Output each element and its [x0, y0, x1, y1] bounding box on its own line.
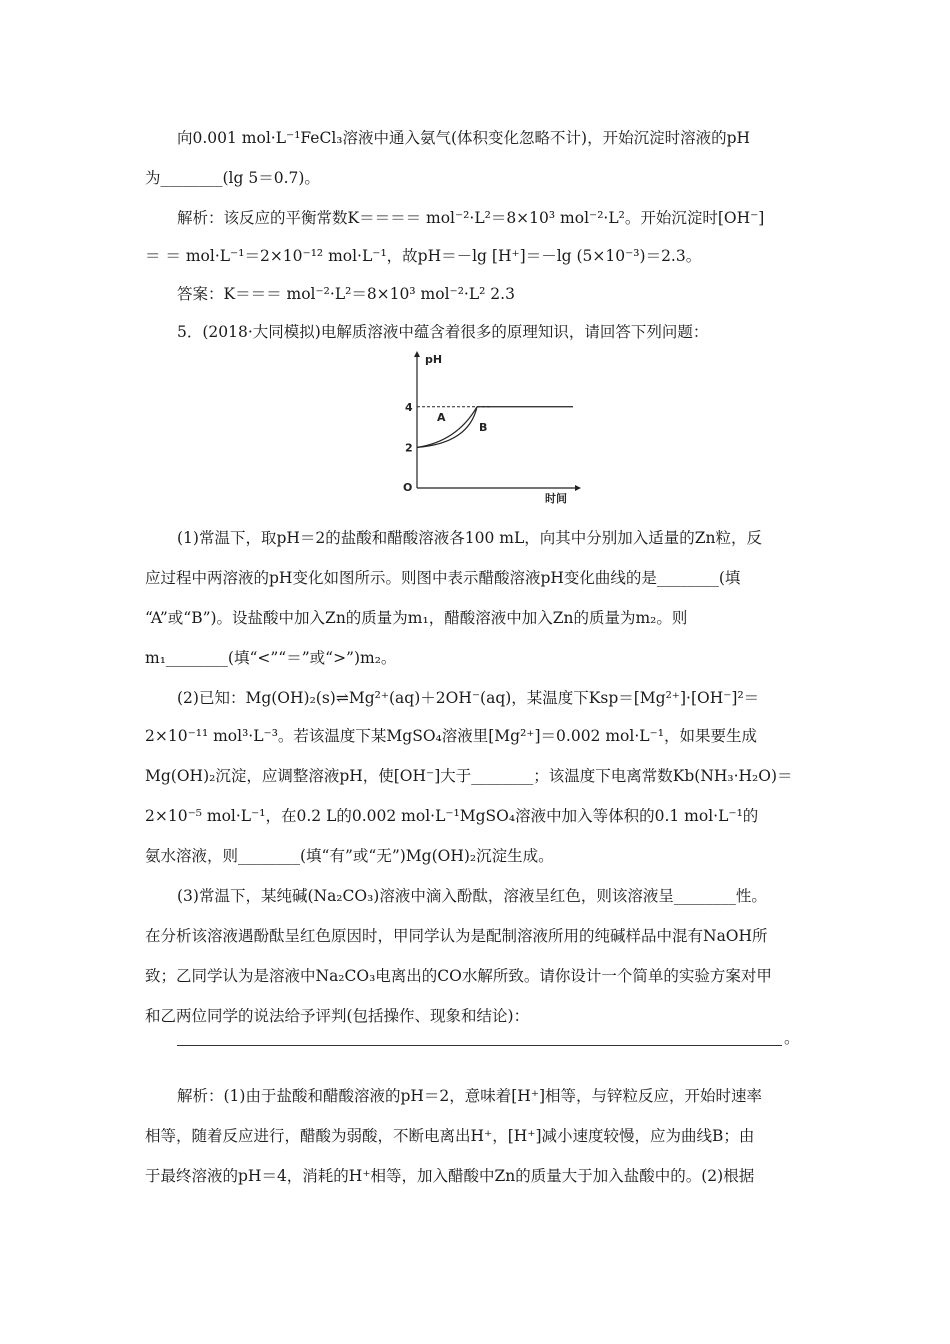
- y-axis-arrow: [414, 351, 420, 357]
- curve-b: [417, 407, 477, 448]
- paragraph-line: Mg(OH)₂沉淀，应调整溶液pH，使[OH⁻]大于________；该温度下电离常数Kb(NH₃·H₂O)＝: [145, 767, 793, 785]
- paragraph-line: (3)常温下，某纯碱(Na₂CO₃)溶液中滴入酚酞，溶液呈红色，则该溶液呈________性。: [177, 887, 767, 905]
- analysis-line: 于最终溶液的pH＝4，消耗的H⁺相等，加入醋酸中Zn的质量大于加入盐酸中的。(2)根据: [145, 1167, 755, 1185]
- answer-blank-end: 。: [784, 1029, 800, 1047]
- paragraph-line: m₁________(填“<”“＝”或“>”)m₂。: [145, 649, 397, 667]
- paragraph-line: “A”或“B”)。设盐酸中加入Zn的质量为m₁，醋酸溶液中加入Zn的质量为m₂。则: [145, 609, 688, 627]
- paragraph-line: 2×10⁻⁵ mol·L⁻¹，在0.2 L的0.002 mol·L⁻¹MgSO₄溶液中加入等体积的0.1 mol·L⁻¹的: [145, 807, 759, 825]
- origin-label: O: [403, 481, 413, 494]
- paragraph-line: 2×10⁻¹¹ mol³·L⁻³。若该温度下某MgSO₄溶液里[Mg²⁺]＝0.002 mol·L⁻¹，如果要生成: [145, 727, 757, 745]
- paragraph-line: 氨水溶液，则________(填“有”或“无”)Mg(OH)₂沉淀生成。: [145, 847, 554, 865]
- analysis-line: 解析：该反应的平衡常数K＝＝＝＝ mol⁻²·L²＝8×10³ mol⁻²·L²。开始沉淀时[OH⁻]: [177, 209, 765, 227]
- question-title: 5．(2018·大同模拟)电解质溶液中蕴含着很多的原理知识，请回答下列问题：: [177, 323, 709, 341]
- paragraph-line: 为________(lg 5＝0.7)。: [145, 169, 320, 187]
- paragraph-line: (2)已知：Mg(OH)₂(s)⇌Mg²⁺(aq)＋2OH⁻(aq)，某温度下Ksp＝[Mg²⁺]·[OH⁻]²＝: [177, 689, 760, 707]
- paragraph-line: (1)常温下，取pH＝2的盐酸和醋酸溶液各100 mL，向其中分别加入适量的Zn粒，反: [177, 529, 763, 547]
- y-tick-label: 2: [405, 441, 413, 455]
- y-tick-label: 4: [405, 400, 413, 414]
- analysis-line: ＝ ＝ mol·L⁻¹＝2×10⁻¹² mol·L⁻¹，故pH＝－lg [H⁺]＝－lg (5×10⁻³)＝2.3。: [145, 247, 702, 265]
- y-axis-label: pH: [425, 353, 443, 366]
- ph-time-chart: [395, 345, 585, 510]
- analysis-line: 相等，随着反应进行，醋酸为弱酸，不断电离出H⁺，[H⁺]减小速度较慢，应为曲线B；由: [145, 1127, 755, 1145]
- analysis-line: 解析：(1)由于盐酸和醋酸溶液的pH＝2，意味着[H⁺]相等，与锌粒反应，开始时速率: [177, 1087, 763, 1105]
- paragraph-line: 和乙两位同学的说法给予评判(包括操作、现象和结论)：: [145, 1007, 530, 1025]
- x-axis-arrow: [575, 485, 581, 491]
- paragraph-line: 向0.001 mol·L⁻¹FeCl₃溶液中通入氨气(体积变化忽略不计)，开始沉淀时溶液的pH: [177, 129, 751, 147]
- curve-b-label: B: [479, 421, 488, 435]
- paragraph-line: 在分析该溶液遇酚酞呈红色原因时，甲同学认为是配制溶液所用的纯碱样品中混有NaOH所: [145, 927, 768, 945]
- answer-line: 答案：K＝＝＝ mol⁻²·L²＝8×10³ mol⁻²·L² 2.3: [177, 285, 515, 303]
- x-axis-label: 时间: [545, 492, 567, 505]
- curve-a-label: A: [437, 410, 446, 424]
- answer-blank: [177, 1044, 782, 1046]
- paragraph-line: 应过程中两溶液的pH变化如图所示。则图中表示醋酸溶液pH变化曲线的是________(填: [145, 569, 741, 587]
- paragraph-line: 致；乙同学认为是溶液中Na₂CO₃电离出的CO水解所致。请你设计一个简单的实验方案对甲: [145, 967, 772, 985]
